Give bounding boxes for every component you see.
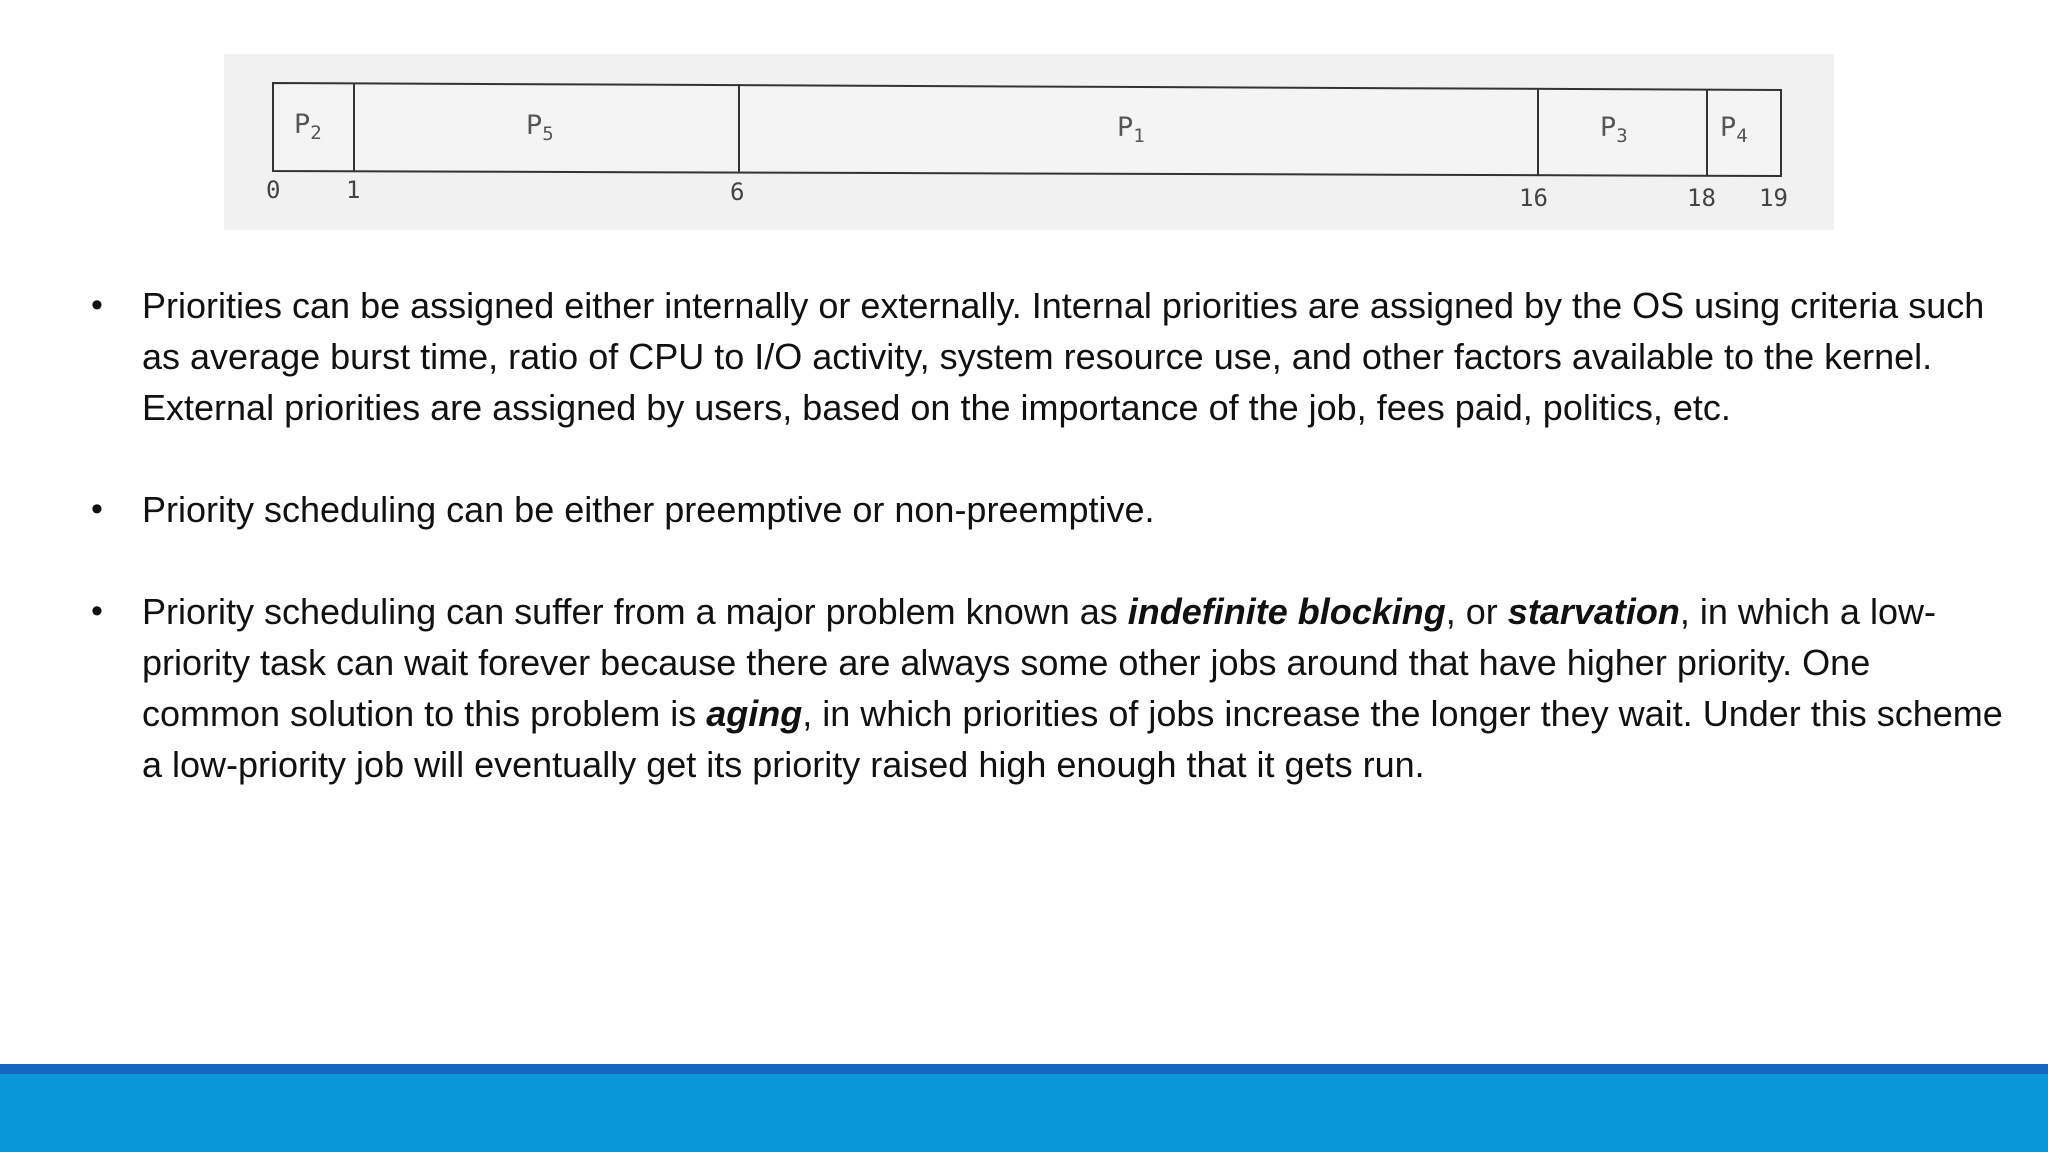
- bullet-item: [86, 280, 2006, 433]
- bullet-text: Priority scheduling can be either preemptive or non-preemptive.: [142, 489, 1155, 530]
- bullet-item: [86, 586, 2006, 790]
- gantt-tick-label: 19: [1759, 184, 1788, 212]
- bullet-text-part: , in which a low-priority task can wait forever because there are always some other jobs around that have higher priority. One common solution to this problem is: [142, 591, 1936, 734]
- footer-band: [0, 1064, 2048, 1152]
- gantt-segment-label: $P_3$: [1600, 112, 1628, 147]
- gantt-segment-label: $P_5$: [526, 110, 554, 145]
- gantt-tick-label: 6: [730, 178, 745, 206]
- gantt-tick-label: 0: [266, 176, 281, 204]
- footer-stripe: [0, 1064, 2048, 1074]
- gantt-segment-label: $P_2$: [294, 109, 322, 144]
- bullet-marker: •: [91, 592, 103, 630]
- gantt-segment-label: $P_1$: [1117, 112, 1145, 147]
- bullet-text-part: , in which priorities of jobs increase the longer they wait. Under this scheme a low-priority job will eventually get its priority raised high enough that it gets run.: [142, 693, 2003, 785]
- gantt-tick-label: 1: [346, 176, 361, 204]
- bullet-marker: •: [91, 286, 103, 324]
- bullet-text: Priorities can be assigned either internally or externally. Internal priorities are assigned by the OS using criteria such as average burst time, ratio of CPU to I/O activity, system resource use, and other factors available to the kernel. External priorities are assigned by users, based on the importance of the job, fees paid, politics, etc.: [142, 285, 1985, 428]
- bullet-list: [86, 280, 2006, 841]
- gantt-tick-label: 16: [1519, 184, 1548, 212]
- term-aging: aging: [706, 693, 803, 734]
- term-indefinite-blocking: indefinite blocking: [1127, 591, 1446, 632]
- gantt-chart-image: [224, 54, 1834, 230]
- bullet-text: [142, 591, 2003, 785]
- bullet-text-part: , or: [1445, 591, 1508, 632]
- bullet-text-part: Priority scheduling can suffer from a major problem known as: [142, 591, 1128, 632]
- gantt-tick-label: 18: [1687, 184, 1716, 212]
- gantt-bar-outline: [273, 83, 1781, 176]
- term-starvation: starvation: [1507, 591, 1680, 632]
- bullet-marker: •: [91, 490, 103, 528]
- gantt-chart: [224, 54, 1834, 230]
- gantt-segment-label: $P_4$: [1720, 112, 1748, 147]
- bullet-item: [86, 484, 2006, 535]
